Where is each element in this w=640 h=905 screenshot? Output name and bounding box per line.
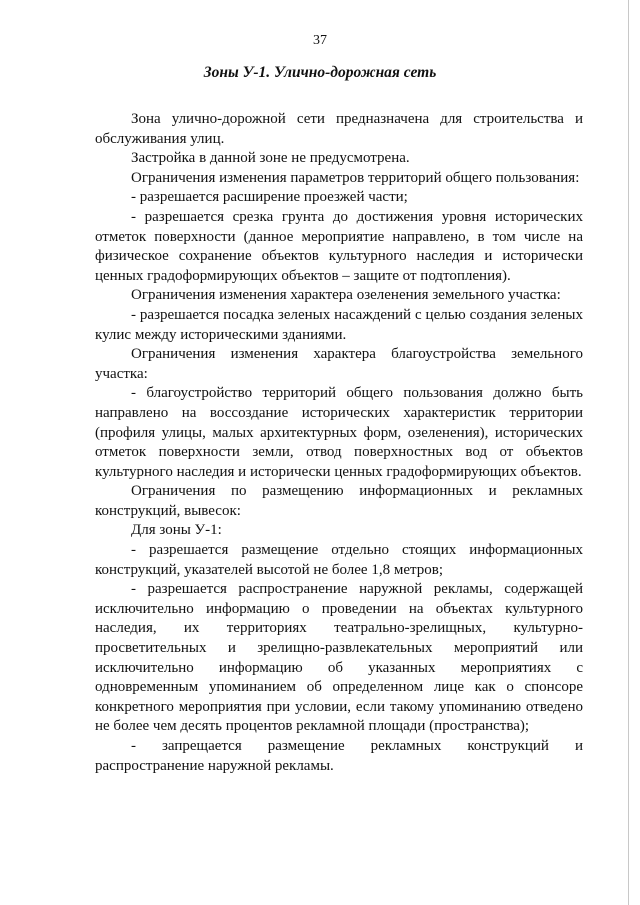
paragraph: Ограничения изменения характера благоустройства земельного участка: [95,346,583,382]
list-item: - разрешается расширение проезжей части; [131,189,408,206]
list-item: - запрещается размещение рекламных конструкций и распространение наружной рекламы. [95,738,583,774]
list-item: - разрешается распространение наружной рекламы, содержащей исключительно информацию о проведении на объектах культурного наследия, их территориях театрально-зрелищных, культурно-просветительных и зрелищно-развлекательных мероприятий или исключительно информацию об указанных мероприятиях с одновременным упоминанием об определенном лице как о спонсоре конкретного мероприятия при условии, если такому упоминанию отведено не более чем десять процентов рекламной площади (пространства); [95,581,583,735]
list-item: - разрешается срезка грунта до достижения уровня исторических отметок поверхности (данное мероприятие направлено, в том числе на физическое сохранение объектов культурного наследия и исторически ценных градоформирующих объектов – защите от подтопления). [95,208,583,284]
paragraph: Ограничения изменения характера озеленения земельного участка: [131,287,561,304]
paragraph: Для зоны У-1: [131,522,222,539]
right-scan-edge [628,0,629,905]
paragraph: Ограничения по размещению информационных и рекламных конструкций, вывесок: [95,483,583,519]
list-item: - благоустройство территорий общего пользования должно быть направлено на воссоздание исторических характеристик территории (профиля улицы, малых архитектурных форм, озеленения), исторических отметок поверхности земли, отвод поверхностных вод от объектов культурного наследия и исторически ценных градоформирующих объектов. [95,385,583,480]
paragraph: Застройка в данной зоне не предусмотрена. [131,150,410,167]
document-body [95,110,583,776]
list-item: - разрешается размещение отдельно стоящих информационных конструкций, указателей высотой не более 1,8 метров; [95,542,583,578]
paragraph: Ограничения изменения параметров территорий общего пользования: [131,169,580,186]
page-title: Зоны У-1. Улично-дорожная сеть [203,64,437,81]
list-item: - разрешается посадка зеленых насаждений с целью создания зеленых кулис между историческими зданиями. [95,306,583,343]
page-number: 37 [313,33,327,48]
paragraph: Зона улично-дорожной сети предназначена для строительства и обслуживания улиц. [95,111,583,147]
